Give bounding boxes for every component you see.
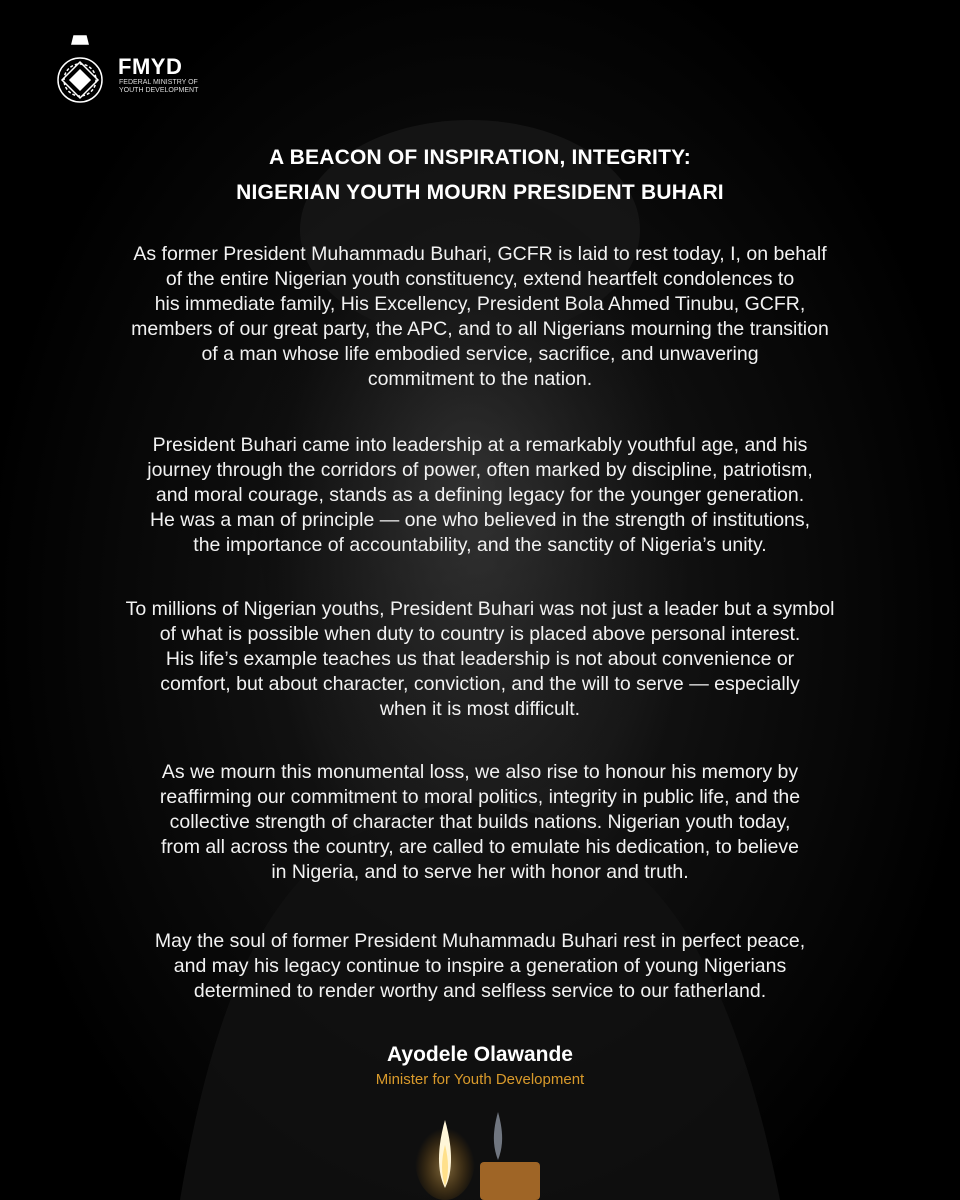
paragraph-5 [60, 929, 900, 1004]
text-line: members of our great party, the APC, and to all Nigerians mourning the transition [131, 318, 829, 340]
text-line: President Buhari came into leadership at a remarkably youthful age, and his [152, 434, 808, 456]
signatory-title: Minister for Youth Development [375, 1071, 585, 1088]
text-line: May the soul of former President Muhammadu Buhari rest in perfect peace, [154, 930, 806, 952]
candle-icon [400, 1100, 560, 1200]
headline-line-2: NIGERIAN YOUTH MOURN PRESIDENT BUHARI [236, 181, 724, 204]
text-line: His life’s example teaches us that leadership is not about convenience or [165, 648, 795, 670]
text-line: As former President Muhammadu Buhari, GCFR is laid to rest today, I, on behalf [133, 243, 827, 265]
text-line: and moral courage, stands as a defining legacy for the younger generation. [155, 484, 805, 506]
logo-acronym: FMYD [118, 54, 183, 79]
ministry-logo [48, 32, 208, 108]
text-line: comfort, but about character, conviction, and the will to serve — especially [160, 673, 800, 695]
text-line: from all across the country, are called to emulate his dedication, to believe [160, 836, 800, 858]
text-line: and may his legacy continue to inspire a generation of young Nigerians [173, 955, 787, 977]
text-line: collective strength of character that builds nations. Nigerian youth today, [169, 811, 791, 833]
headline-line-1: A BEACON OF INSPIRATION, INTEGRITY: [269, 146, 691, 169]
text-line: journey through the corridors of power, often marked by discipline, patriotism, [147, 459, 813, 481]
text-line: To millions of Nigerian youths, President Buhari was not just a leader but a symbol [125, 598, 835, 620]
text-line: his immediate family, His Excellency, President Bola Ahmed Tinubu, GCFR, [154, 293, 806, 315]
text-line: He was a man of principle — one who believed in the strength of institutions, [149, 509, 811, 531]
text-line: of a man whose life embodied service, sacrifice, and unwavering [201, 343, 759, 365]
logo-full-name: FEDERAL MINISTRY OF YOUTH DEVELOPMENT [119, 79, 199, 94]
paragraph-2 [60, 433, 900, 558]
text-line: reaffirming our commitment to moral politics, integrity in public life, and the [159, 786, 801, 808]
paragraph-1 [60, 242, 900, 392]
coat-of-arms-icon [48, 32, 112, 108]
headline [0, 140, 960, 210]
text-line: As we mourn this monumental loss, we also rise to honour his memory by [161, 761, 799, 783]
text-line: of the entire Nigerian youth constituency, extend heartfelt condolences to [165, 268, 795, 290]
text-line: when it is most difficult. [379, 698, 581, 720]
paragraph-3 [60, 597, 900, 722]
paragraph-4 [60, 760, 900, 885]
text-line: the importance of accountability, and the sanctity of Nigeria’s unity. [193, 534, 767, 556]
text-line: of what is possible when duty to country is placed above personal interest. [159, 623, 801, 645]
text-line: commitment to the nation. [367, 368, 593, 390]
text-line: in Nigeria, and to serve her with honor and truth. [271, 861, 689, 883]
text-line: determined to render worthy and selfless service to our fatherland. [193, 980, 767, 1002]
signatory-name: Ayodele Olawande [387, 1043, 573, 1066]
